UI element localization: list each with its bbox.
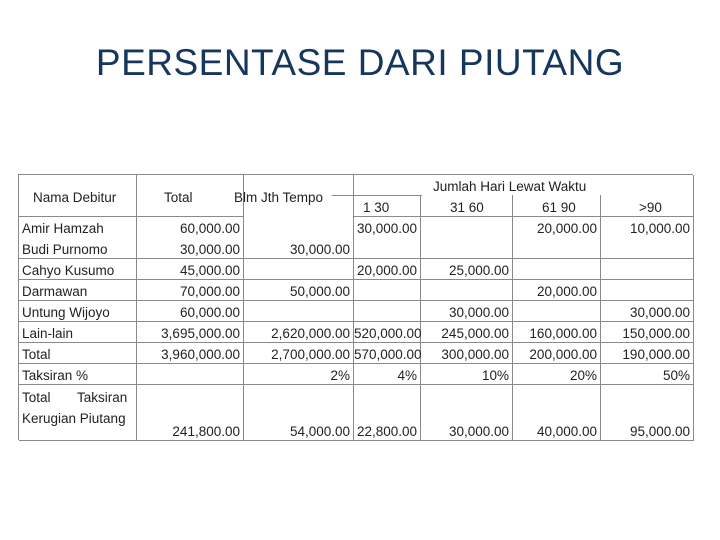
row-value: 25,000.00 [448, 263, 509, 278]
row-value: 60,000.00 [179, 305, 240, 320]
kerugian-value: 54,000.00 [289, 424, 350, 439]
table-cell [244, 259, 354, 280]
row-label: Cahyo Kusumo [22, 263, 115, 278]
row-label: Amir Hamzah [22, 221, 104, 236]
row-value: 3,695,000.00 [161, 326, 240, 341]
kerugian-label-piutang: Kerugian Piutang [22, 411, 126, 426]
kerugian-label-total: Total [22, 390, 51, 405]
taksiran-value: 20% [569, 368, 597, 383]
row-value: 190,000.00 [622, 347, 690, 362]
table-cell [137, 364, 244, 385]
row-value: 30,000.00 [448, 305, 509, 320]
kerugian-label-taksiran: Taksiran [77, 390, 128, 405]
row-label: Budi Purnomo [22, 242, 108, 257]
row-value: 45,000.00 [179, 263, 240, 278]
header-nama-debitur: Nama Debitur [33, 190, 117, 205]
row-value: 20,000.00 [356, 263, 417, 278]
header-jumlah-hari: Jumlah Hari Lewat Waktu [433, 179, 587, 194]
taksiran-value: 4% [397, 368, 417, 383]
table-cell [601, 280, 694, 301]
taksiran-value: 50% [662, 368, 690, 383]
table-cell [421, 217, 513, 259]
header-blm-jth-tempo: Blm Jth Tempo [234, 190, 324, 205]
row-label: Lain-lain [22, 326, 74, 341]
table-cell [601, 259, 694, 280]
row-value: 30,000.00 [629, 305, 690, 320]
kerugian-value: 95,000.00 [629, 424, 690, 439]
table-cell [421, 280, 513, 301]
table-cell [244, 301, 354, 322]
taksiran-value: 10% [481, 368, 509, 383]
row-value: 570,000.00 [354, 347, 422, 362]
row-value: 150,000.00 [622, 326, 690, 341]
taksiran-label: Taksiran % [22, 368, 89, 383]
header-total: Total [164, 190, 193, 205]
row-label: Untung Wijoyo [22, 305, 110, 320]
row-value: 20,000.00 [536, 221, 597, 236]
row-value: 30,000.00 [289, 242, 350, 257]
row-value: 50,000.00 [289, 284, 350, 299]
kerugian-value: 40,000.00 [536, 424, 597, 439]
table-cell [354, 301, 421, 322]
row-value: 160,000.00 [529, 326, 597, 341]
aging-table [18, 174, 693, 440]
header-bucket-31-60: 31 60 [450, 200, 484, 215]
row-value: 10,000.00 [629, 221, 690, 236]
row-value: 70,000.00 [179, 284, 240, 299]
table-cell [354, 280, 421, 301]
kerugian-value: 241,800.00 [172, 424, 240, 439]
page-title: PERSENTASE DARI PIUTANG [95, 42, 625, 83]
header-bucket-1-30: 1 30 [363, 200, 390, 215]
table-cell [513, 259, 601, 280]
kerugian-value: 22,800.00 [356, 424, 417, 439]
header-bucket-over-90: >90 [639, 200, 662, 215]
row-value: 20,000.00 [536, 284, 597, 299]
row-value: 30,000.00 [356, 221, 417, 236]
row-value: 520,000.00 [354, 326, 422, 341]
row-value: 30,000.00 [179, 242, 240, 257]
kerugian-value: 30,000.00 [448, 424, 509, 439]
row-value: 3,960,000.00 [161, 347, 240, 362]
row-value: 2,700,000.00 [271, 347, 350, 362]
row-value: 60,000.00 [179, 221, 240, 236]
row-value: 245,000.00 [441, 326, 509, 341]
table-cell [513, 301, 601, 322]
taksiran-value: 2% [330, 368, 350, 383]
row-value: 300,000.00 [441, 347, 509, 362]
row-value: 200,000.00 [529, 347, 597, 362]
row-label: Darmawan [22, 284, 88, 299]
header-bucket-61-90: 61 90 [542, 200, 576, 215]
row-value: 2,620,000.00 [271, 326, 350, 341]
row-label: Total [22, 347, 51, 362]
